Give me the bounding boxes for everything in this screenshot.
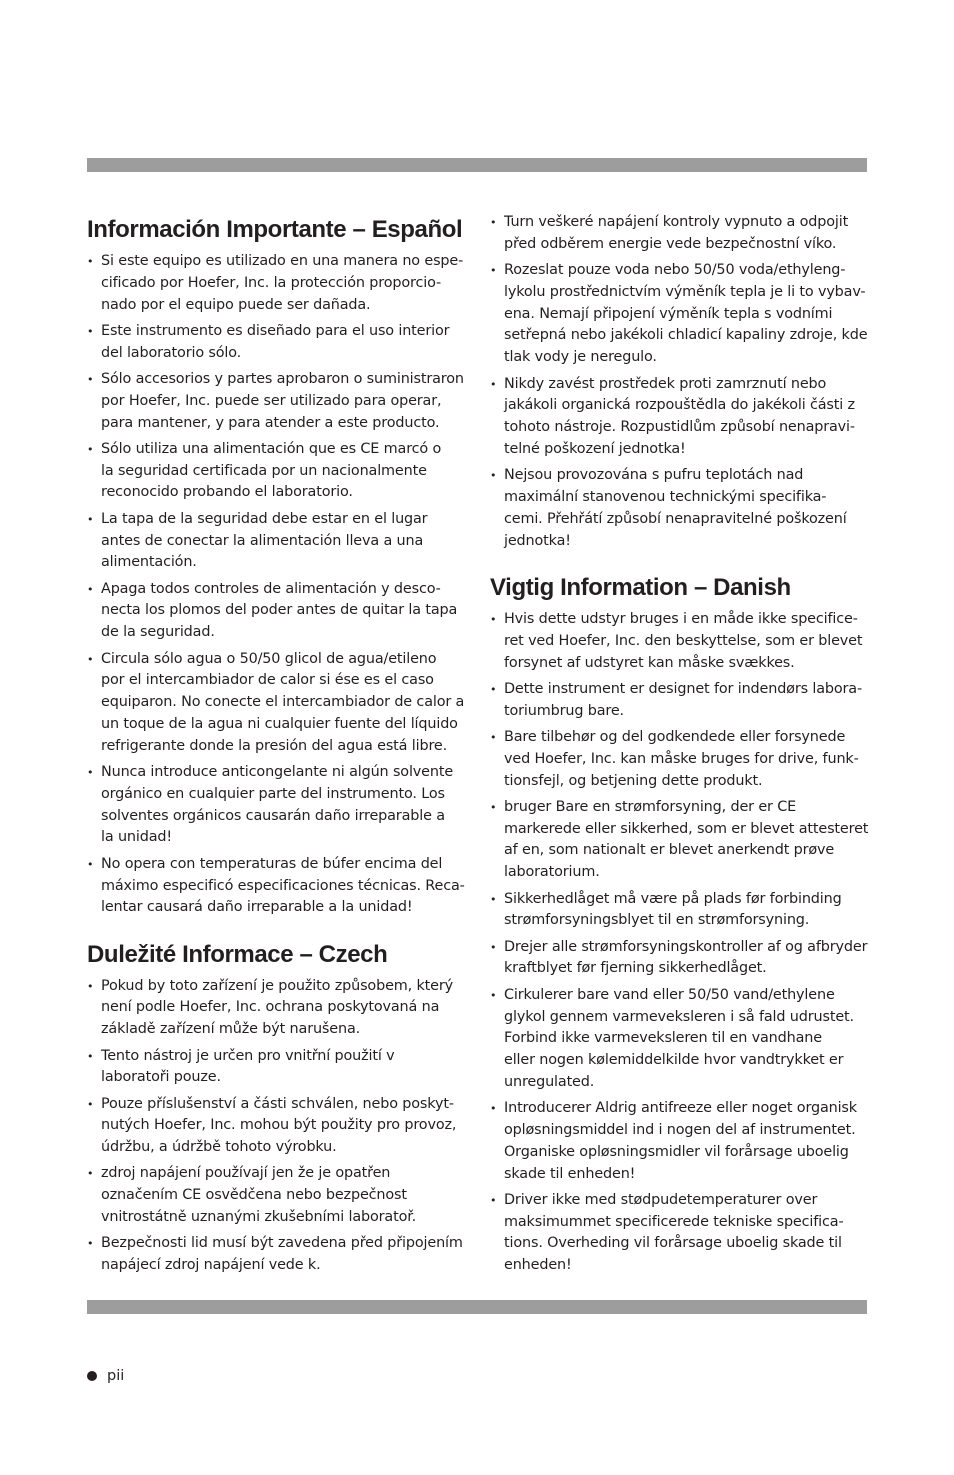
section-title-spanish: Información Importante – Español — [87, 216, 463, 243]
right-column — [490, 212, 870, 1282]
list-item: • La tapa de la seguridad debe estar en el lugar antes de conectar la alimentación lleva a una alimentación. — [87, 509, 467, 574]
top-divider-bar — [87, 158, 867, 172]
page-number: pii — [107, 1368, 125, 1384]
list-item: • Turn veškeré napájení kontroly vypnuto a odpojit před odběrem energie vede bezpečnostní víko. — [490, 212, 870, 256]
section-title-czech: Duležité Informace – Czech — [87, 940, 388, 968]
list-item: • Si este equipo es utilizado en una manera no espe- cificado por Hoefer, Inc. la protección proporcio- nado por el equipo puede ser dañada. — [87, 251, 467, 316]
list-item: • Cirkulerer bare vand eller 50/50 vand/ethylene glykol gennem varmeveksleren i så fald udrustet. Forbind ikke varmeveksleren til en vandhane eller nogen kølemiddelkilde hvor vandtrykket er unregulated. — [490, 985, 870, 1094]
list-item: • Pokud by toto zařízení je použito způsobem, který není podle Hoefer, Inc. ochrana poskytovaná na základě zařízení může být narušena. — [87, 976, 467, 1041]
list-item: • No opera con temperaturas de búfer encima del máximo especificó especificaciones técnicas. Reca- lentar causará daño irreparable a la unidad! — [87, 854, 467, 919]
left-column — [87, 212, 467, 1281]
list-item: • Driver ikke med stødpudetemperaturer over maksimummet specificerede tekniske specifica- tions. Overheding vil forårsage uboelig skade til enheden! — [490, 1190, 870, 1277]
list-item: • Nunca introduce anticongelante ni algún solvente orgánico en cualquier parte del instrumento. Los solventes orgánicos causarán daño irreparable a la unidad! — [87, 762, 467, 849]
list-item: • Dette instrument er designet for indendørs labora- toriumbrug bare. — [490, 679, 870, 723]
list-item: • Este instrumento es diseñado para el uso interior del laboratorio sólo. — [87, 321, 467, 365]
list-item: • Sólo accesorios y partes aprobaron o suministraron por Hoefer, Inc. puede ser utilizado para operar, para mantener, y para atender a este producto. — [87, 369, 467, 434]
list-item: • Sólo utiliza una alimentación que es CE marcó o la seguridad certificada por un nacionalmente reconocido probando el laboratorio. — [87, 439, 467, 504]
czech-list-right — [490, 212, 870, 552]
section-spacer — [490, 557, 870, 573]
list-item: • Pouze příslušenství a části schválen, nebo poskyt- nutých Hoefer, Inc. mohou být použity pro provoz, údržbu, a údržbě tohoto výrobku. — [87, 1094, 467, 1159]
list-item: • Rozeslat pouze voda nebo 50/50 voda/ethyleng- lykolu prostřednictvím výměník tepla je li to vybav- ena. Nemají připojení výměník tepla s vodními setřepná nebo jakékoli chladicí kapaliny zdroje, kde tlak vody je neregulo. — [490, 260, 870, 369]
list-item: • Hvis dette udstyr bruges i en måde ikke specifice- ret ved Hoefer, Inc. den beskyttelse, som er blevet forsynet af udstyret kan måske svækkes. — [490, 609, 870, 674]
list-item: • Circula sólo agua o 50/50 glicol de agua/etileno por el intercambiador de calor si ése es el caso equiparon. No conecte el intercambiador de calor a un toque de la agua ni cualquier fuente del líquido refrigerante donde la presión del agua está libre. — [87, 649, 467, 758]
list-item: • Sikkerhedlåget må være på plads før forbinding strømforsyningsblyet til en strømforsyning. — [490, 889, 870, 933]
danish-list — [490, 609, 870, 1277]
czech-list-left — [87, 976, 467, 1277]
list-item: • Nikdy zavést prostředek proti zamrznutí nebo jakákoli organická rozpouštědla do jakékoli části z tohoto nástroje. Rozpustidlům způsobí nenapravi- telné poškození jednotka! — [490, 374, 870, 461]
spanish-list — [87, 251, 467, 919]
list-item: • zdroj napájení používají jen že je opatřen označením CE osvědčena nebo bezpečnost vnitrostátně uznanými zkušebními laboratoř. — [87, 1163, 467, 1228]
list-item: • Introducerer Aldrig antifreeze eller noget organisk opløsningsmiddel ind i nogen del af instrumentet. Organiske opløsningsmidler vil forårsage uboelig skade til enheden! — [490, 1098, 870, 1185]
list-item: • Apaga todos controles de alimentación y desco- necta los plomos del poder antes de quitar la tapa de la seguridad. — [87, 579, 467, 644]
list-item: • Drejer alle strømforsyningskontroller af og afbryder kraftblyet før fjerning sikkerhedlåget. — [490, 937, 870, 981]
list-item: • bruger Bare en strømforsyning, der er CE markerede eller sikkerhed, som er blevet attesteret af en, som nationalt er blevet anerkendt prøve laboratorium. — [490, 797, 870, 884]
list-item: • Bezpečnosti lid musí být zavedena před připojením napájecí zdroj napájení vede k. — [87, 1233, 467, 1277]
section-title-danish: Vigtig Information – Danish — [490, 573, 791, 601]
list-item: • Nejsou provozována s pufru teplotách nad maximální stanovenou technickými specifika- cemi. Přehřátí způsobí nenapravitelné poškození jednotka! — [490, 465, 870, 552]
list-item: • Bare tilbehør og del godkendede eller forsynede ved Hoefer, Inc. kan måske bruges for drive, funk- tionsfejl, og betjening dette produkt. — [490, 727, 870, 792]
bottom-divider-bar — [87, 1300, 867, 1314]
page-footer — [87, 1368, 124, 1384]
bullet-dot-icon — [87, 1371, 97, 1381]
list-item: • Tento nástroj je určen pro vnitřní použití v laboratoři pouze. — [87, 1046, 467, 1090]
section-spacer — [87, 924, 467, 940]
